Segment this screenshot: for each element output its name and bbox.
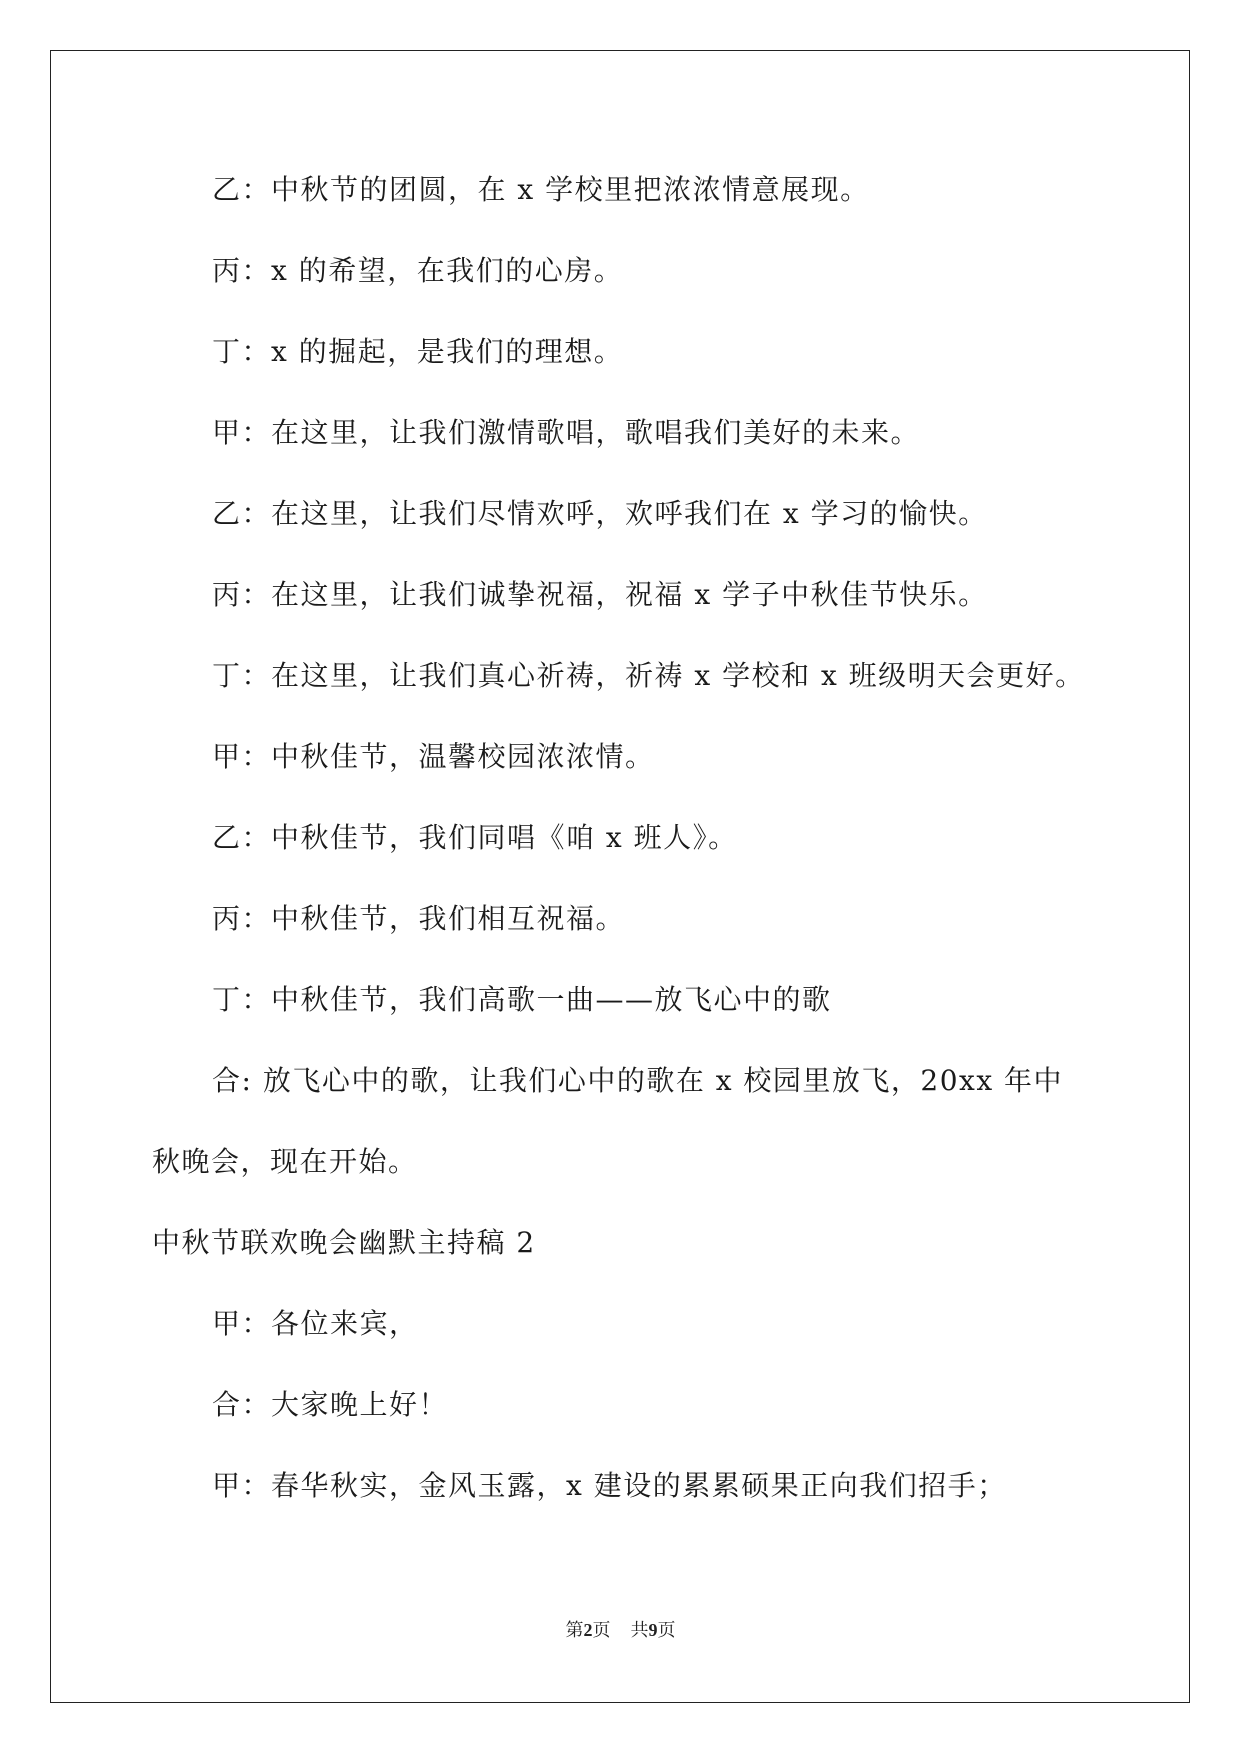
- text-line: 丙：在这里，让我们诚挚祝福，祝福 x 学子中秋佳节快乐。: [212, 578, 988, 611]
- page-footer: [0, 1616, 1241, 1642]
- text-line: 合：大家晚上好！: [212, 1388, 449, 1421]
- total-pages: 9: [648, 1620, 658, 1640]
- footer-total-prefix: 共: [630, 1620, 649, 1640]
- text-line: 乙：在这里，让我们尽情欢呼，欢呼我们在 x 学习的愉快。: [212, 497, 988, 530]
- document-body: [152, 170, 1102, 1547]
- page-number: 2: [583, 1620, 593, 1640]
- text-line: 丙：x 的希望，在我们的心房。: [212, 254, 624, 287]
- text-line: 丁：中秋佳节，我们高歌一曲——放飞心中的歌: [212, 983, 832, 1016]
- footer-total-suffix: 页: [657, 1620, 676, 1640]
- text-line: 甲：春华秋实，金风玉露，x 建设的累累硕果正向我们招手；: [212, 1469, 1007, 1502]
- text-line: 丁：x 的掘起，是我们的理想。: [212, 335, 624, 368]
- text-line: 合: 放飞心中的歌，让我们心中的歌在 x 校园里放飞，20xx 年中: [212, 1064, 1064, 1097]
- text-line: 丁：在这里，让我们真心祈祷，祈祷 x 学校和 x 班级明天会更好。: [212, 659, 1085, 692]
- text-line: 甲：中秋佳节，温馨校园浓浓情。: [212, 740, 655, 773]
- footer-prefix: 第: [565, 1620, 584, 1640]
- section-heading: 中秋节联欢晚会幽默主持稿 2: [152, 1226, 536, 1259]
- text-line-continuation: 秋晚会，现在开始。: [152, 1145, 418, 1178]
- text-line: 甲：各位来宾，: [212, 1307, 419, 1340]
- footer-page-suffix: 页: [592, 1620, 611, 1640]
- text-line: 乙：中秋节的团圆，在 x 学校里把浓浓情意展现。: [212, 173, 870, 206]
- text-line: 丙：中秋佳节，我们相互祝福。: [212, 902, 626, 935]
- text-line: 甲：在这里，让我们激情歌唱，歌唱我们美好的未来。: [212, 416, 921, 449]
- text-line: 乙：中秋佳节，我们同唱《咱 x 班人》。: [212, 821, 738, 854]
